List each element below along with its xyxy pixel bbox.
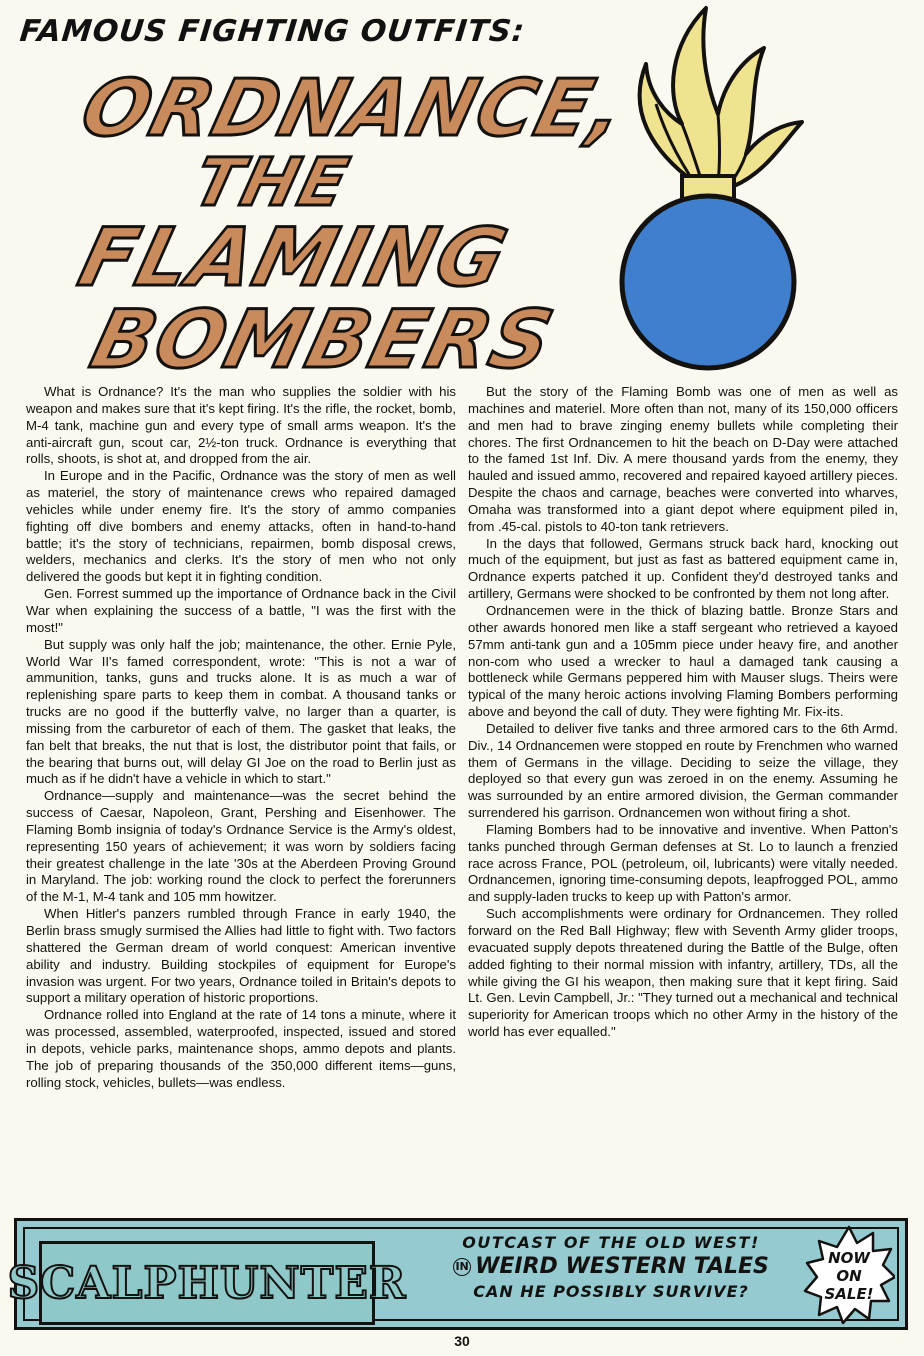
paragraph: Gen. Forrest summed up the importance of Ordnance back in the Civil War when explaining the success of a battle, "I was the first with the most!" (26, 586, 456, 635)
paragraph: Ordnance rolled into England at the rate of 14 tons a minute, where it was processed, assembled, waterproofed, inspected, issued and stored in depots, vehicle parks, maintenance shops, ammo depots and plants. The job of preparing thousands of the 350,000 different items—guns, rolling stock, vehicles, bullets—was endless. (26, 1007, 456, 1090)
flaming-bomb-icon (586, 4, 826, 372)
ad-tagline-3: CAN HE POSSIBLY SURVIVE? (473, 1282, 749, 1301)
ad-tagline-2 (401, 1254, 821, 1279)
scalphunter-ad-banner (7, 1218, 908, 1330)
in-label: IN (453, 1258, 471, 1276)
paragraph: Ordnance—supply and maintenance—was the secret behind the success of Caesar, Napoleon, Grant, Pershing and Eisenhower. The Flaming Bomb insignia of today's Ordnance Service is the Army's oldest, representing 150 years of achievement; it was worn by soldiers facing their greatest challenge in the late '30s at the Aberdeen Proving Ground in Maryland. The job: working round the clock to perfect the forerunners of the M-1, M-4 tank and 105 mm howitzer. (26, 788, 456, 905)
article-column-right (468, 384, 898, 1204)
paragraph: What is Ordnance? It's the man who supplies the soldier with his weapon and makes sure that it's kept firing. It's the rifle, the rocket, bomb, M-4 tank, machine gun and every type of small arms weapon. It's the anti-aircraft gun, scout car, 2½-ton truck. Ordnance is everything that rolls, shoots, is shot at, and dropped from the air. (26, 384, 456, 467)
ad-series-name: WEIRD WESTERN TALES (475, 1254, 769, 1279)
paragraph: But the story of the Flaming Bomb was one of men as well as machines and materiel. More often than not, many of its 150,000 officers and men had to brave zinging enemy bullets while completing their chores. The first Ordnancemen to hit the beach on D-Day were attached to the famed 1st Inf. Div. A mere thousand yards from the enemy, they hauled and issued ammo, recovered and repaired kayoed artillery pieces. Despite the chaos and carnage, beaches were converted into wharves, Omaha was transformed into a giant depot where equipment piled in, from .45-cal. pistols to 40-ton tank retrievers. (468, 384, 898, 534)
paragraph: Flaming Bombers had to be innovative and inventive. When Patton's tanks punched through German defenses at St. Lo to launch a frenzied race across France, POL (petroleum, oil, lubricants) were vitally needed. Ordnancemen, ignoring time-consuming depots, leapfrogged POL, ammo and supply-laden trucks to keep up with Patton's armor. (468, 821, 898, 905)
badge-line-2: ON (836, 1267, 862, 1285)
paragraph: Ordnancemen were in the thick of blazing battle. Bronze Stars and other awards honored men like a staff sergeant who retrieved a kayoed 57mm anti-tank gun and a 105mm piece under heavy fire, and another non-com who used a wrecker to haul a damaged tank causing a bottleneck while Germans peppered him with Mauser slugs. Theirs were typical of the many heroic actions involving Flaming Bombers performing above and beyond the call of duty. They were fighting Mr. Fix-its. (468, 602, 898, 720)
paragraph: Detailed to deliver five tanks and three armored cars to the 6th Armd. Div., 14 Ordnancemen were stopped en route by Frenchmen who warned them of Germans in the village. Deciding to seize the village, they deployed so that every gun was zeroed in on the enemy. Assuming he was surrounded by an entire armored division, the German commander surrendered his garrison. Ordnancemen won without firing a shot. (468, 720, 898, 821)
article-body (26, 384, 898, 1204)
ad-tagline (401, 1233, 821, 1301)
badge-line-3: SALE! (824, 1285, 874, 1303)
ad-title-box (7, 1241, 407, 1325)
paragraph: In Europe and in the Pacific, Ordnance was the story of men as well as materiel, the story of maintenance crews who repaired damaged vehicles while under enemy fire. It's the story of ammo companies fighting off dive bombers and enemy attacks, often in hand-to-hand battle; it's the story of technicians, repairmen, bomb disposal crews, welders, mechanics and clerks. It's the story of men who not only delivered the goods but kept it in fighting condition. (26, 468, 456, 585)
badge-line-1: NOW (828, 1249, 870, 1267)
article-column-left (26, 384, 456, 1204)
paragraph: Such accomplishments were ordinary for Ordnancemen. They rolled forward on the Red Ball Highway; flew with Seventh Army glider troops, evacuated supply depots threatened during the Battle of the Bulge, often added fighting to their normal mission with infantry, artillery, TDs, all the while giving the GI his weapon, then making sure that it kept firing. Said Lt. Gen. Levin Campbell, Jr.: "They turned out a mechanical and technical superiority for American troops which no other Army in the history of the world has ever equalled." (468, 906, 898, 1040)
paragraph: When Hitler's panzers rumbled through France in early 1940, the Berlin brass smugly surmised the Allies had little to fight with. Two factors shattered the German dream of world conquest: American inventive ability and industry. Building stockpiles of equipment for Europe's invasion was urgent. For two years, Ordnance toiled in Britain's depots to support a military operation of historic proportions. (26, 906, 456, 1006)
headline-line-2: THE (186, 144, 358, 221)
page-number: 30 (454, 1333, 470, 1349)
headline (70, 64, 636, 386)
ad-title: SCALPHUNTER (7, 1257, 407, 1309)
paragraph: But supply was only half the job; maintenance, the other. Ernie Pyle, World War II's famed correspondent, wrote: "This is not a war of ammunition, tanks, guns and trucks alone. It is as much a war of replenishing spare parts to keep them in combat. A thousand tanks or trucks are no good if the butterfly valve, no larger than a quarter, is missing from the carburetor of each of them. The gasket that leaks, the fan belt that breaks, the nut that is lost, the distributor point that fails, or the bearing that burns out, will delay GI Joe on the road to Berlin just as much as if he didn't have a vehicle in which to start." (26, 636, 456, 787)
now-on-sale-starburst-icon (803, 1225, 895, 1325)
paragraph: In the days that followed, Germans struck back hard, knocking out much of the equipment, but just as fast as battered equipment came in, Ordnance experts patched it up. Confident they'd destroyed tanks and artillery, Germans were shocked to be confronted by them not long after. (468, 535, 898, 602)
headline-line-1: ORDNANCE, (72, 64, 636, 154)
kicker-title: FAMOUS FIGHTING OUTFITS: (18, 14, 527, 49)
headline-line-3: FLAMING (70, 211, 518, 304)
headline-line-4: BOMBERS (82, 293, 564, 386)
ad-frame (7, 1227, 899, 1321)
ad-tagline-1: OUTCAST OF THE OLD WEST! (462, 1233, 760, 1252)
